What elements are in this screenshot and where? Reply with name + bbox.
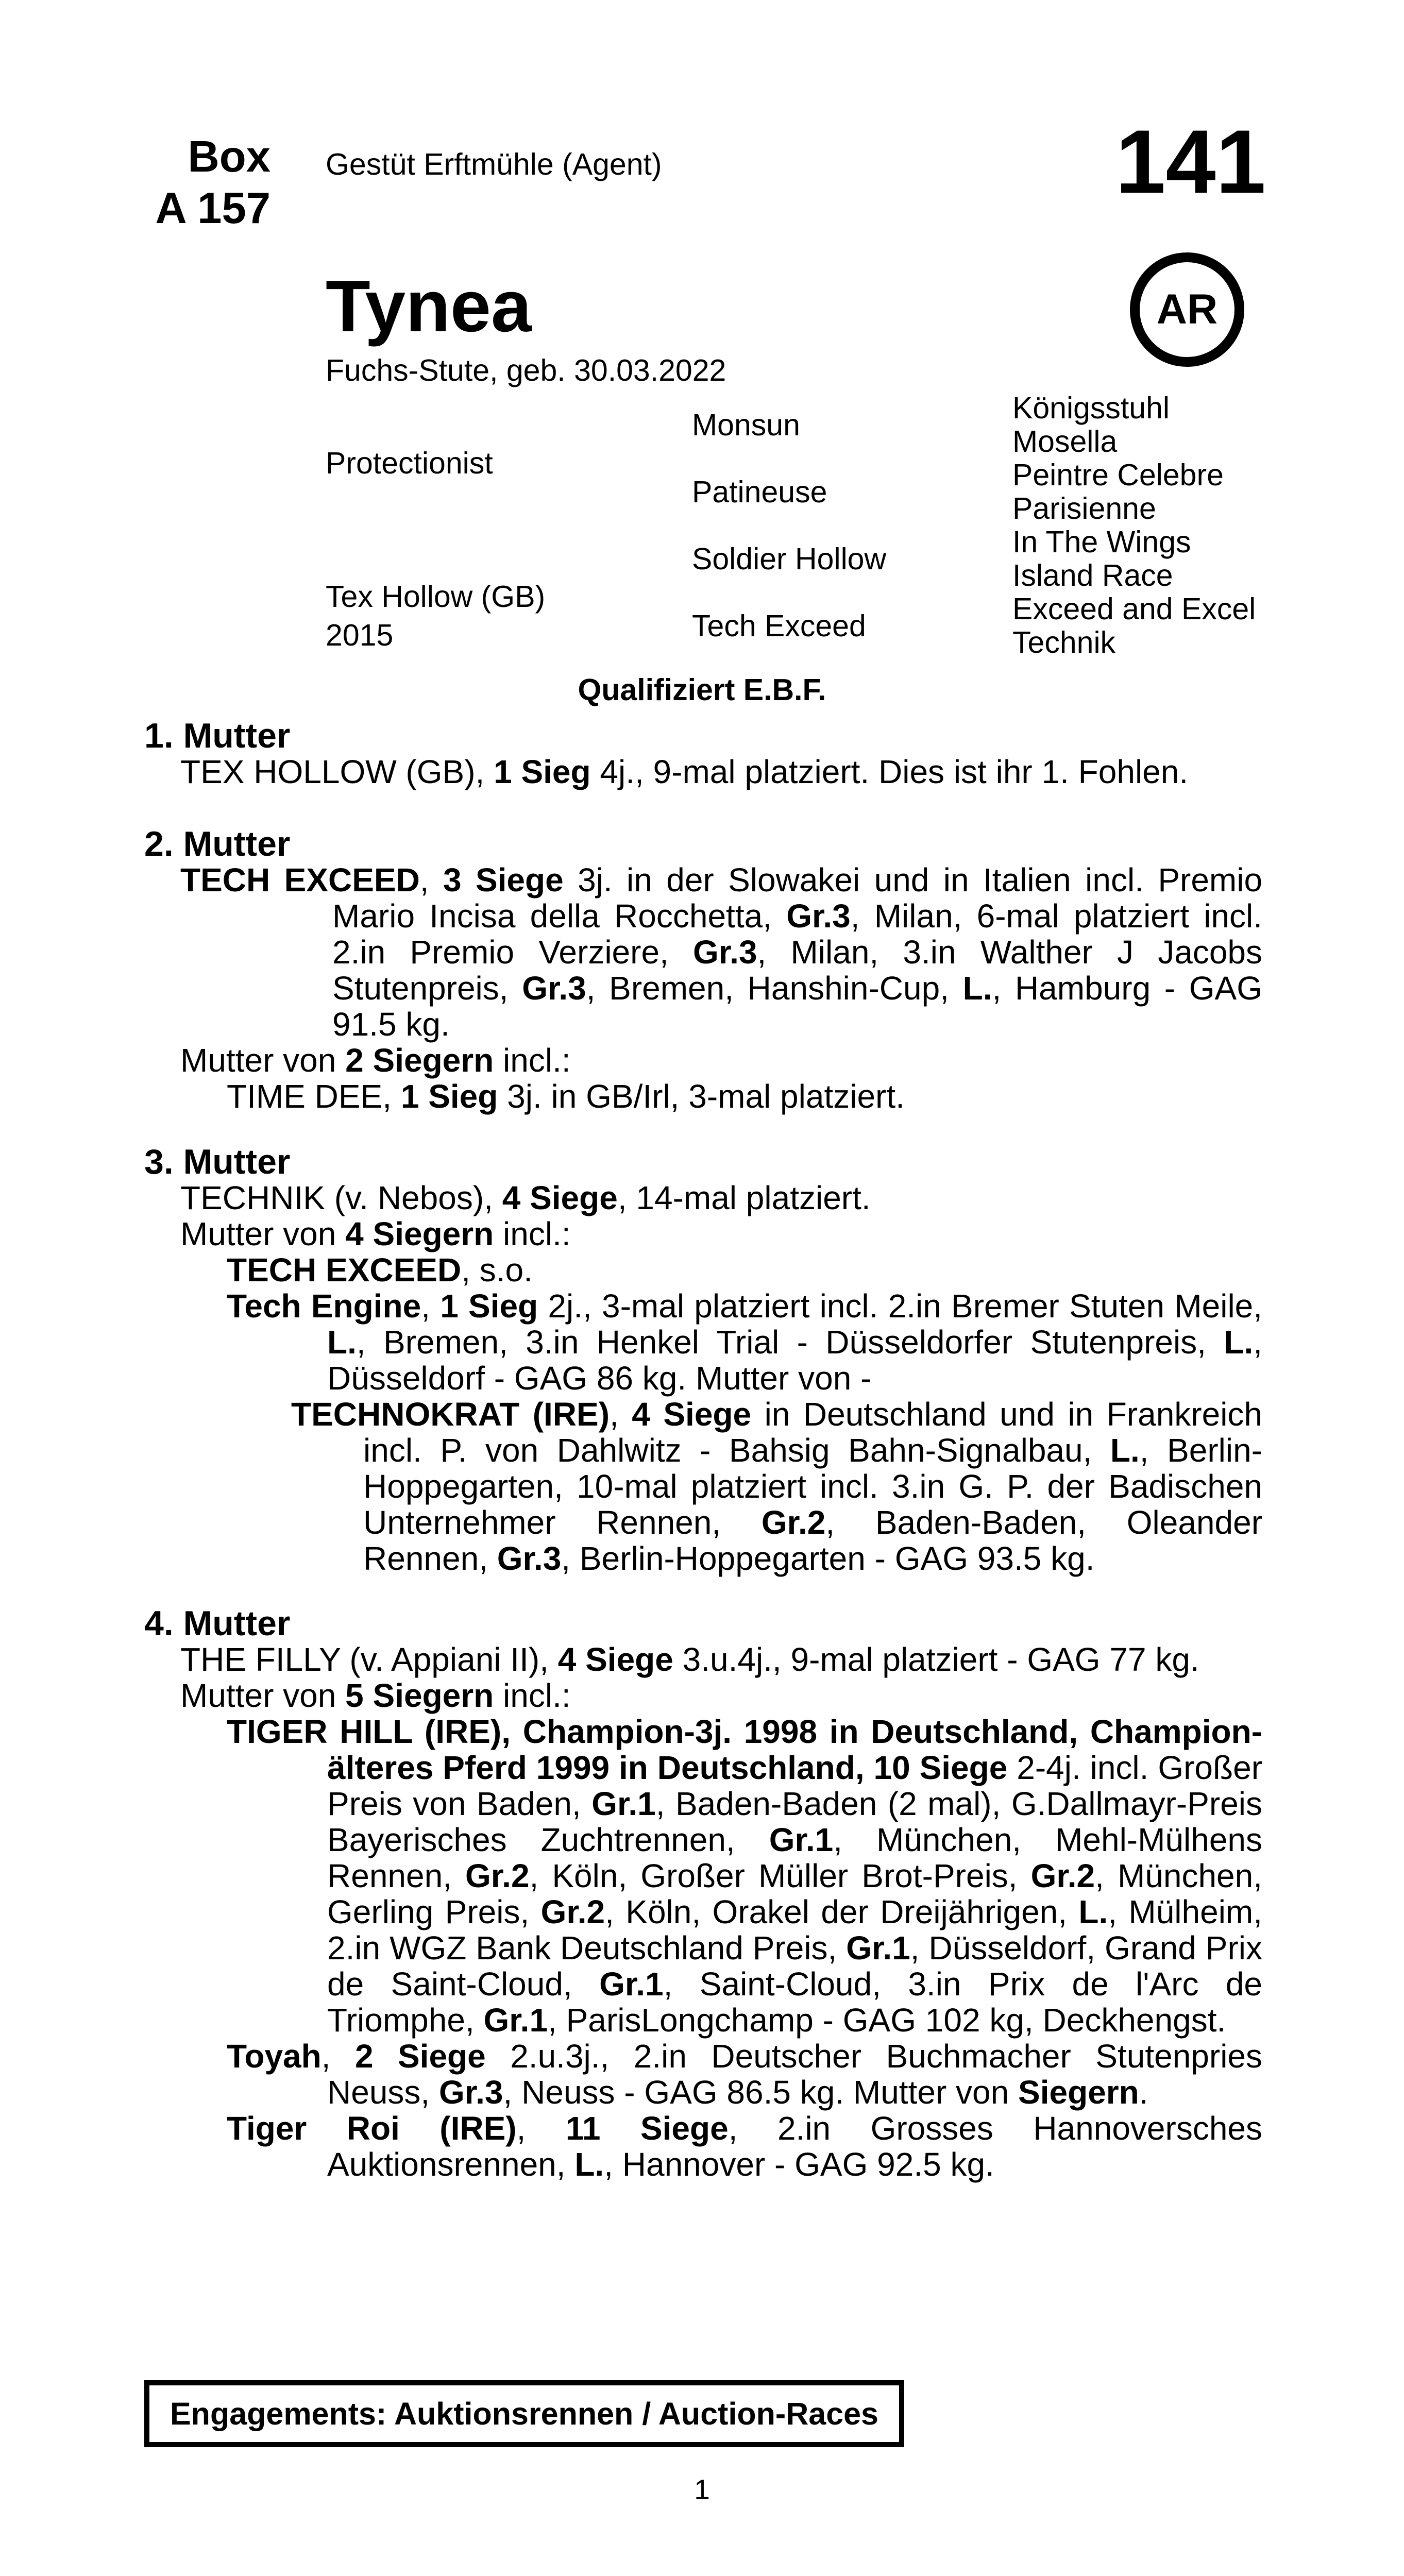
pedigree-dam: Tex Hollow (GB) [326, 580, 546, 614]
pedigree-great-grandparent: Island Race [1012, 558, 1173, 592]
pedigree-great-grandparent: Königsstuhl [1012, 391, 1170, 425]
dam-record: TEX HOLLOW (GB), 1 Sieg 4j., 9-mal platziert. Dies ist ihr 1. Fohlen. [180, 753, 1189, 790]
box-label-block [144, 131, 270, 234]
pedigree-great-grandparent: Technik [1012, 625, 1116, 659]
pedigree-grandparent: Monsun [692, 408, 800, 442]
section-heading: 3. Mutter [144, 1142, 291, 1181]
pedigree-great-grandparent: Exceed and Excel [1012, 592, 1256, 626]
section-first-dam [144, 718, 1262, 790]
pedigree-great-grandparent: Mosella [1012, 425, 1118, 459]
produce-summary: Mutter von 2 Siegern incl.: [180, 1042, 571, 1079]
engagements-label: Engagements: Auktionsrennen / Auction-Races [170, 2396, 878, 2431]
offspring-record: Tiger Roi (IRE), 11 Siege, 2.in Grosses Hannoversches Auktionsrennen, L., Hannover - GAG 92.5 kg. [227, 2110, 1263, 2183]
box-number: A 157 [155, 184, 270, 233]
section-fourth-dam [144, 1605, 1262, 2182]
offspring-record: Toyah, 2 Siege 2.u.3j., 2.in Deutscher Buchmacher Stutenpries Neuss, Gr.3, Neuss - GAG 86.5 kg. Mutter von Siegern. [227, 2038, 1263, 2111]
pedigree-great-grandparent: Parisienne [1012, 492, 1156, 526]
section-third-dam [144, 1144, 1262, 1577]
ar-badge-label: AR [1156, 286, 1218, 333]
pedigree-sire: Protectionist [326, 446, 493, 480]
produce-summary: Mutter von 4 Siegern incl.: [180, 1215, 571, 1252]
box-label: Box [188, 132, 270, 181]
qualification: Qualifiziert E.B.F. [578, 673, 826, 707]
dam-record: TECH EXCEED, 3 Siege 3j. in der Slowakei und in Italien incl. Premio Mario Incisa della Rocchetta, Gr.3, Milan, 6-mal platziert incl. 2.in Premio Verziere, Gr.3, Milan, 3.in Walther J Jacobs Stutenpreis, Gr.3, Bremen, Hanshin-Cup, L., Hamburg - GAG 91.5 kg. [180, 861, 1263, 1043]
grand-offspring-record: TECHNOKRAT (IRE), 4 Siege in Deutschland und in Frankreich incl. P. von Dahlwitz - Bahsig Bahn-Signalbau, L., Berlin-Hoppegarten, 10-mal platziert incl. 3.in G. P. der Badischen Unternehmer Rennen, Gr.2, Baden-Baden, Oleander Rennen, Gr.3, Berlin-Hoppegarten - GAG 93.5 kg. [291, 1396, 1263, 1577]
horse-name: Tynea [326, 265, 532, 347]
engagements-box [144, 2380, 904, 2447]
dam-record: THE FILLY (v. Appiani II), 4 Siege 3.u.4j., 9-mal platziert - GAG 77 kg. [180, 1641, 1199, 1678]
pedigree-grandparent: Tech Exceed [692, 609, 866, 643]
offspring-record: Tech Engine, 1 Sieg 2j., 3-mal platziert incl. 2.in Bremer Stuten Meile, L., Bremen, 3.in Henkel Trial - Düsseldorfer Stutenpreis, L., Düsseldorf - GAG 86 kg. Mutter von - [227, 1287, 1263, 1397]
pedigree-great-grandparent: Peintre Celebre [1012, 458, 1224, 492]
section-heading: 2. Mutter [144, 824, 291, 863]
pedigree-grandparent: Patineuse [692, 475, 827, 509]
ar-badge [1130, 252, 1244, 367]
produce-summary: Mutter von 5 Siegern incl.: [180, 1677, 571, 1714]
section-heading: 4. Mutter [144, 1604, 291, 1643]
pedigree-dam-year: 2015 [326, 618, 394, 652]
offspring-record: TECH EXCEED, s.o. [227, 1251, 533, 1289]
section-second-dam [144, 826, 1262, 1114]
pedigree-great-grandparent: In The Wings [1012, 525, 1191, 559]
lot-number: 141 [1115, 112, 1266, 212]
dam-record: TECHNIK (v. Nebos), 4 Siege, 14-mal platziert. [180, 1179, 871, 1216]
page-number: 1 [694, 2473, 710, 2505]
pedigree-grandparent: Soldier Hollow [692, 542, 887, 576]
section-heading: 1. Mutter [144, 716, 291, 755]
offspring-record: TIGER HILL (IRE), Champion-3j. 1998 in Deutschland, Champion-älteres Pferd 1999 in Deutschland, 10 Siege 2-4j. incl. Großer Preis von Baden, Gr.1, Baden-Baden (2 mal), G.Dallmayr-Preis Bayerisches Zuchtrennen, Gr.1, München, Mehl-Mülhens Rennen, Gr.2, Köln, Großer Müller Brot-Preis, Gr.2, München, Gerling Preis, Gr.2, Köln, Orakel der Dreijährigen, L., Mülheim, 2.in WGZ Bank Deutschland Preis, Gr.1, Düsseldorf, Grand Prix de Saint-Cloud, Gr.1, Saint-Cloud, 3.in Prix de l'Arc de Triomphe, Gr.1, ParisLongchamp - GAG 102 kg, Deckhengst. [227, 1713, 1263, 2039]
offspring-record: TIME DEE, 1 Sieg 3j. in GB/Irl, 3-mal platziert. [227, 1078, 905, 1115]
horse-description: Fuchs-Stute, geb. 30.03.2022 [326, 353, 726, 387]
seller-name: Gestüt Erftmühle (Agent) [326, 147, 662, 181]
